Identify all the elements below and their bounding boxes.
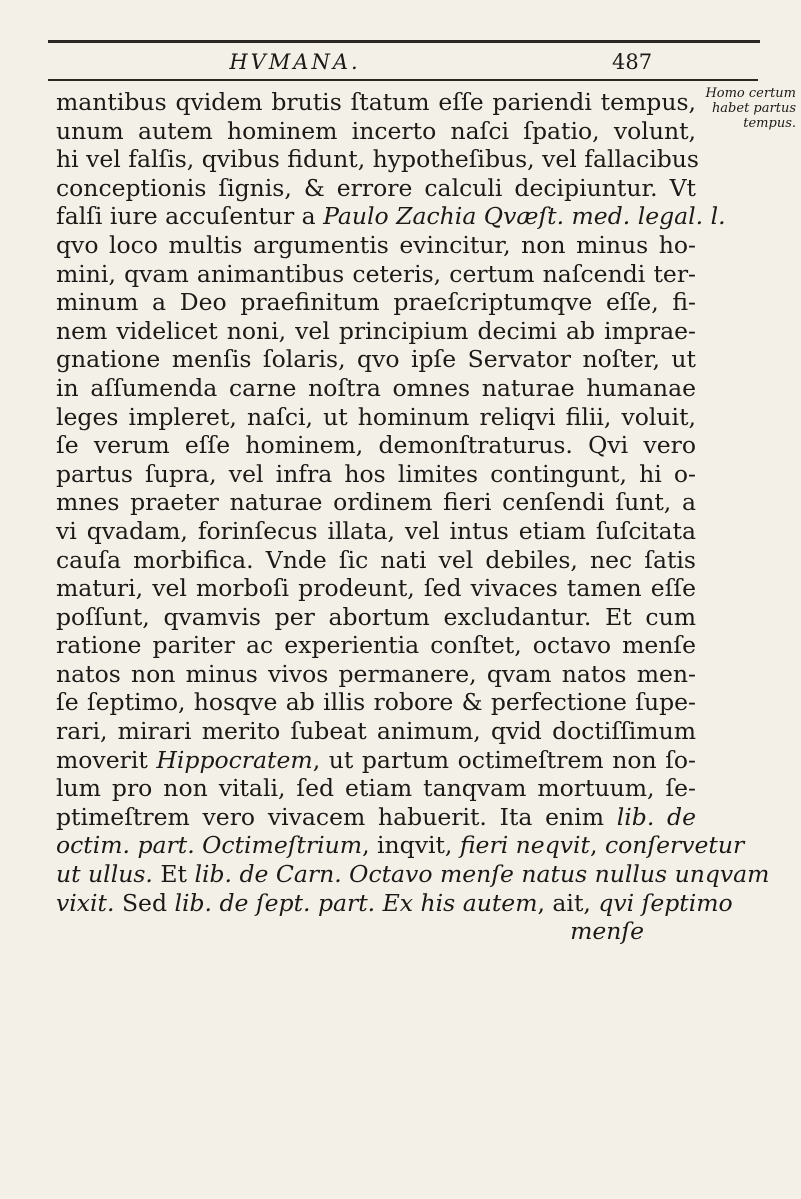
text-span: , ait,: [537, 888, 599, 917]
text-span: ratione pariter ac experientia conſtet, octavo menſe: [56, 631, 696, 660]
text-span: conceptionis ſignis, & errore calculi decipiuntur. Vt: [56, 173, 696, 202]
catchword: menſe: [570, 917, 644, 946]
italic-span: vixit.: [56, 888, 115, 917]
text-line: [56, 88, 696, 117]
text-line: [56, 603, 696, 632]
margin-note-line: tempus.: [743, 116, 796, 131]
text-span: in aſſumenda carne noſtra omnes naturae humanae: [56, 373, 696, 402]
text-line: [56, 288, 696, 317]
text-span: rari, mirari merito ſubeat animum, qvid doctiſſimum: [56, 717, 696, 746]
text-line: [56, 231, 696, 260]
text-line: [56, 631, 696, 660]
top-rule: [48, 40, 760, 43]
text-span: mantibus qvidem brutis ſtatum eſſe pariendi tempus,: [56, 88, 696, 116]
text-line: [56, 746, 696, 775]
text-span: , ut partum octimeſtrem non ſo-: [312, 745, 696, 774]
text-span: cauſa morbifica. Vnde ſic nati vel debiles, nec ſatis: [56, 545, 696, 574]
text-line: [56, 831, 745, 860]
text-line: [56, 174, 696, 203]
italic-span: Hippocratem: [156, 745, 313, 774]
margin-note-line: habet partus: [711, 101, 796, 116]
text-span: vi qvadam, forinſecus illata, vel intus etiam ſuſcitata: [56, 516, 696, 545]
text-span: partus ſupra, vel infra hos limites contingunt, hi o-: [56, 459, 696, 488]
text-span: falſi iure accuſentur a: [56, 202, 324, 231]
text-span: , inqvit,: [362, 831, 460, 860]
italic-span: lib. de: [616, 802, 696, 831]
text-span: mnes praeter naturae ordinem fieri cenſendi ſunt, a: [56, 488, 696, 517]
italic-span: fieri neqvit: [459, 831, 590, 860]
italic-span: Ex his autem: [382, 888, 538, 917]
text-span: gnatione menſis ſolaris, qvo ipſe Servator noſter, ut: [56, 345, 696, 374]
text-span: maturi, vel morboſi prodeunt, ſed vivaces tamen eſſe: [56, 574, 696, 603]
italic-span: lib. de Carn. Octavo menſe natus nullus unqvam: [194, 860, 770, 889]
text-span: unum autem hominem incerto naſci ſpatio, volunt,: [56, 116, 696, 145]
text-span: mini, qvam animantibus ceteris, certum naſcendi ter-: [56, 259, 696, 288]
text-line: [56, 403, 696, 432]
text-line: [56, 488, 696, 517]
text-span: ptimeſtrem vero vivacem habuerit. Ita enim: [56, 802, 617, 831]
text-span: hi vel falſis, qvibus fidunt, hypotheſibus, vel fallacibus: [56, 145, 699, 174]
italic-span: octim. part. Octimeſtrium: [56, 831, 363, 860]
text-line: [56, 574, 696, 603]
text-line: [56, 202, 726, 231]
text-span: qvo loco multis argumentis evincitur, non minus ho-: [56, 230, 696, 259]
text-span: nem videlicet noni, vel principium decimi ab imprae-: [56, 316, 696, 345]
running-head: HVMANA.: [229, 50, 361, 74]
text-span: ,: [590, 831, 605, 860]
text-span: Et: [152, 860, 195, 889]
text-line: [56, 145, 699, 174]
text-line: [56, 688, 696, 717]
text-line: [56, 717, 696, 746]
margin-note-line: Homo certum: [705, 86, 796, 101]
italic-span: qvi ſeptimo: [598, 888, 733, 917]
text-line: [56, 345, 696, 374]
text-span: moverit: [56, 745, 157, 774]
text-line: [56, 860, 770, 889]
text-span: Sed: [114, 888, 175, 917]
header-rule: [48, 79, 758, 81]
italic-span: ut ullus.: [56, 860, 153, 889]
text-span: poſſunt, qvamvis per abortum excludantur. Et cum: [56, 602, 696, 631]
text-line: [56, 117, 696, 146]
text-line: [56, 888, 733, 918]
text-line: [56, 546, 696, 575]
italic-span: Paulo Zachia Qvæſt. med. legal. l.: [323, 202, 726, 231]
italic-span: conſervetur: [604, 831, 745, 860]
text-span: natos non minus vivos permanere, qvam natos men-: [56, 659, 696, 688]
page-number: 487: [612, 50, 653, 74]
text-span: minum a Deo praefinitum praeſcriptumqve eſſe, fi-: [56, 288, 696, 317]
text-span: ſe ſeptimo, hosqve ab illis robore & perfectione ſupe-: [56, 688, 696, 717]
text-span: [375, 889, 382, 917]
text-span: ſe verum eſſe hominem, demonſtraturus. Qvi vero: [56, 431, 696, 460]
text-line: [56, 803, 696, 832]
text-line: [56, 260, 696, 289]
text-line: [56, 517, 696, 546]
text-line: [56, 374, 696, 403]
text-line: [56, 660, 696, 689]
text-line: [56, 317, 696, 346]
italic-span: lib. de ſept. part.: [174, 888, 376, 917]
text-line: [56, 774, 696, 803]
text-span: leges impleret, naſci, ut hominum reliqvi filii, voluit,: [56, 402, 696, 431]
text-line: [56, 460, 696, 489]
text-line: [56, 431, 696, 460]
text-span: lum pro non vitali, ſed etiam tanqvam mortuum, ſe-: [56, 774, 696, 803]
margin-note: [696, 86, 796, 131]
